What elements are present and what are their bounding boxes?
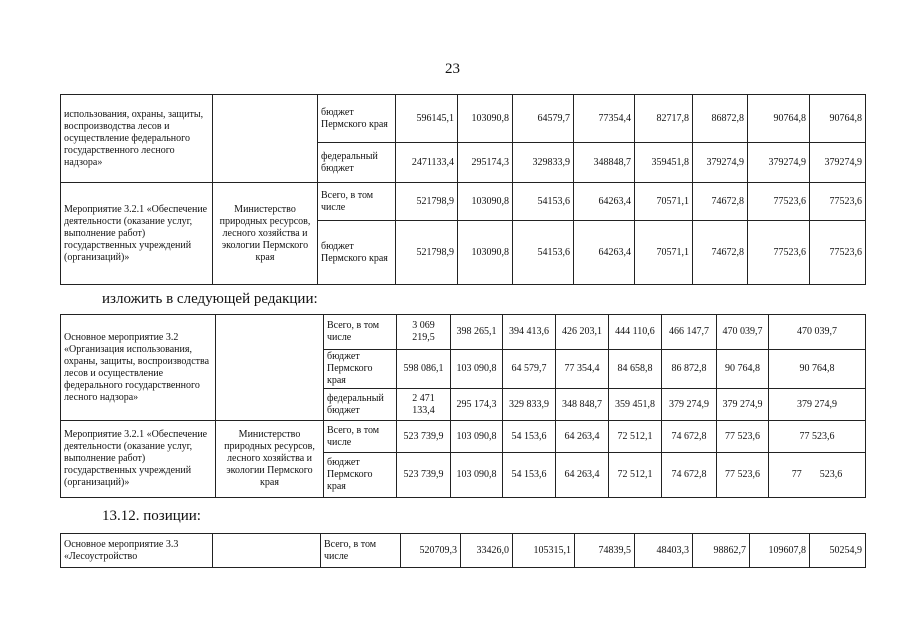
value-cell: 444 110,6 [609, 315, 662, 350]
value-cell: 64 579,7 [503, 350, 556, 389]
responsible-organization [216, 315, 324, 421]
value-cell [769, 453, 866, 498]
value-cell: 379274,9 [810, 143, 866, 183]
value-cell: 470 039,7 [769, 315, 866, 350]
value-cell: 54 153,6 [503, 421, 556, 453]
value-cell: 72 512,1 [609, 453, 662, 498]
funding-source: Всего, в том числе [324, 315, 397, 350]
value-cell: 74672,8 [693, 221, 748, 285]
value-cell: 470 039,7 [717, 315, 769, 350]
activity-description: Мероприятие 3.2.1 «Обеспечение деятельности (оказание услуг, выполнение работ) государственных учреждений (организаций)» [61, 421, 216, 498]
value-cell: 77523,6 [748, 183, 810, 221]
responsible-organization: Министерство природных ресурсов, лесного хозяйства и экологии Пермского края [216, 421, 324, 498]
value-cell: 77523,6 [810, 183, 866, 221]
table-row [61, 95, 866, 143]
value-cell: 86 872,8 [662, 350, 717, 389]
value-cell: 521798,9 [396, 183, 458, 221]
value-cell: 77 523,6 [717, 421, 769, 453]
value-cell: 72 512,1 [609, 421, 662, 453]
value-cell: 2471133,4 [396, 143, 458, 183]
value-cell: 596145,1 [396, 95, 458, 143]
value-cell: 295174,3 [458, 143, 513, 183]
responsible-organization [213, 95, 318, 183]
value-cell: 103090,8 [458, 95, 513, 143]
activity-description: Основное мероприятие 3.2 «Организация использования, охраны, защиты, воспроизводства лесов и осуществление федерального государственного лесного надзора» [61, 315, 216, 421]
value-cell: 64263,4 [574, 183, 635, 221]
value-cell: 50254,9 [810, 534, 866, 568]
value-cell: 77523,6 [748, 221, 810, 285]
value-cell: 103 090,8 [451, 421, 503, 453]
value-cell: 3 069 219,5 [397, 315, 451, 350]
value-cell: 359451,8 [635, 143, 693, 183]
table-row [61, 315, 866, 350]
value-cell: 64 263,4 [556, 421, 609, 453]
page-number: 23 [445, 61, 460, 77]
value-cell: 82717,8 [635, 95, 693, 143]
value-cell: 77 354,4 [556, 350, 609, 389]
value-cell: 74 672,8 [662, 453, 717, 498]
value-cell: 33426,0 [461, 534, 513, 568]
funding-source: Всего, в том числе [318, 183, 396, 221]
value-cell: 379 274,9 [769, 389, 866, 421]
value-cell: 103 090,8 [451, 350, 503, 389]
value-cell: 521798,9 [396, 221, 458, 285]
responsible-organization [213, 534, 321, 568]
value-cell: 329 833,9 [503, 389, 556, 421]
value-cell: 105315,1 [513, 534, 575, 568]
table-row [61, 534, 866, 568]
value-cell: 64 263,4 [556, 453, 609, 498]
value-cell: 329833,9 [513, 143, 574, 183]
value-cell: 379 274,9 [662, 389, 717, 421]
value-cell: 90764,8 [810, 95, 866, 143]
value-cell: 90 764,8 [717, 350, 769, 389]
value-cell: 103 090,8 [451, 453, 503, 498]
value-cell: 598 086,1 [397, 350, 451, 389]
value-cell: 54 153,6 [503, 453, 556, 498]
value-cell: 54153,6 [513, 221, 574, 285]
funding-source: федеральный бюджет [318, 143, 396, 183]
value-cell: 77523,6 [810, 221, 866, 285]
value-cell: 86872,8 [693, 95, 748, 143]
value-cell: 520709,3 [401, 534, 461, 568]
value-cell: 523 739,9 [397, 421, 451, 453]
value-cell: 74672,8 [693, 183, 748, 221]
table-positions [60, 533, 866, 568]
value-cell: 379274,9 [693, 143, 748, 183]
value-cell: 77354,4 [574, 95, 635, 143]
value-cell: 70571,1 [635, 221, 693, 285]
value-cell: 84 658,8 [609, 350, 662, 389]
value-cell: 103090,8 [458, 183, 513, 221]
funding-source: Всего, в том числе [324, 421, 397, 453]
value-part: 523,6 [819, 469, 843, 480]
value-part: 77 [791, 469, 802, 480]
funding-source: бюджет Пермского края [324, 350, 397, 389]
value-cell: 90764,8 [748, 95, 810, 143]
value-cell: 109607,8 [750, 534, 810, 568]
value-cell: 426 203,1 [556, 315, 609, 350]
value-cell: 64579,7 [513, 95, 574, 143]
table-previous-edition [60, 94, 866, 285]
value-cell: 394 413,6 [503, 315, 556, 350]
value-cell: 77 523,6 [717, 453, 769, 498]
table-row [61, 183, 866, 221]
funding-source: федеральный бюджет [324, 389, 397, 421]
value-cell: 348848,7 [574, 143, 635, 183]
responsible-organization: Министерство природных ресурсов, лесного хозяйства и экологии Пермского края [213, 183, 318, 285]
funding-source: Всего, в том числе [321, 534, 401, 568]
value-cell: 90 764,8 [769, 350, 866, 389]
value-cell: 103090,8 [458, 221, 513, 285]
funding-source: бюджет Пермского края [318, 95, 396, 143]
value-cell: 74 672,8 [662, 421, 717, 453]
value-cell: 379274,9 [748, 143, 810, 183]
value-cell: 523 739,9 [397, 453, 451, 498]
table-new-edition [60, 314, 866, 498]
activity-description: Мероприятие 3.2.1 «Обеспечение деятельности (оказание услуг, выполнение работ) государственных учреждений (организаций)» [61, 183, 213, 285]
heading-positions: 13.12. позиции: [102, 508, 201, 524]
value-cell: 98862,7 [693, 534, 750, 568]
value-cell: 77 523,6 [769, 421, 866, 453]
value-cell: 48403,3 [635, 534, 693, 568]
value-cell: 64263,4 [574, 221, 635, 285]
value-cell: 379 274,9 [717, 389, 769, 421]
funding-source: бюджет Пермского края [318, 221, 396, 285]
value-cell: 348 848,7 [556, 389, 609, 421]
value-cell: 74839,5 [575, 534, 635, 568]
value-cell: 54153,6 [513, 183, 574, 221]
value-cell: 398 265,1 [451, 315, 503, 350]
value-cell: 70571,1 [635, 183, 693, 221]
heading-new-edition: изложить в следующей редакции: [102, 291, 318, 307]
funding-source: бюджет Пермского края [324, 453, 397, 498]
table-row [61, 421, 866, 453]
value-cell: 2 471 133,4 [397, 389, 451, 421]
activity-description: использования, охраны, защиты, воспроизводства лесов и осуществление федерального государственного лесного надзора» [61, 95, 213, 183]
activity-description: Основное мероприятие 3.3 «Лесоустройство [61, 534, 213, 568]
value-cell: 466 147,7 [662, 315, 717, 350]
value-cell: 359 451,8 [609, 389, 662, 421]
value-cell: 295 174,3 [451, 389, 503, 421]
